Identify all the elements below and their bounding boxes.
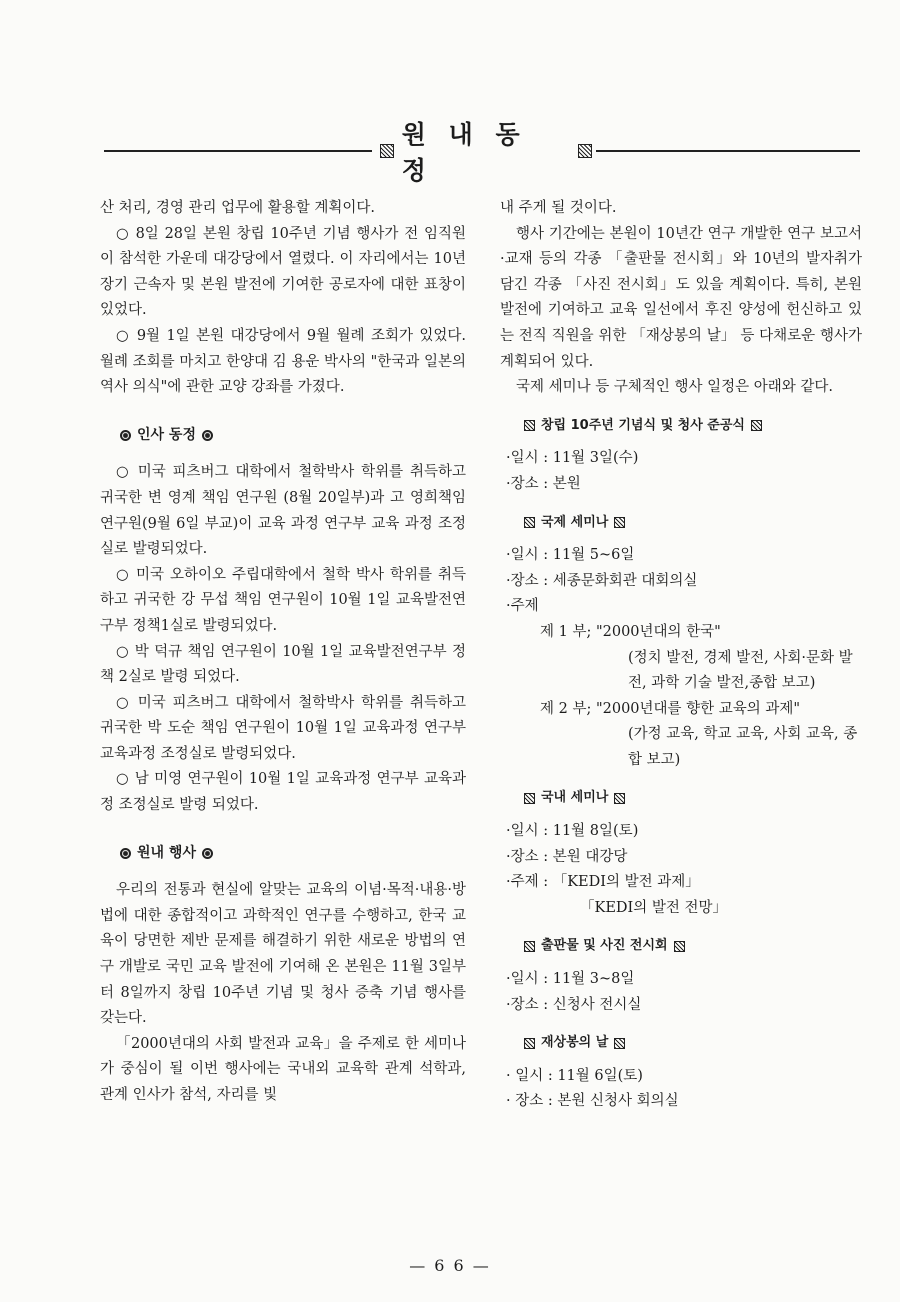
paragraph: 내 주게 될 것이다. (500, 200, 617, 216)
event-heading-exhibition (524, 933, 862, 959)
paragraph: 「2000년대의 사회 발전과 교육」을 주제로 한 세미나가 중심이 될 이번 행사에는 국내외 교육학 관계 석학과, 관계 인사가 참석, 자리를 빛 (100, 1035, 466, 1103)
left-column (100, 196, 466, 1109)
event-place: ·장소 : 본원 대강당 (506, 848, 628, 865)
hatched-square-icon (524, 793, 535, 804)
event-heading-domestic-seminar (524, 785, 862, 811)
event-heading-intl-seminar (524, 510, 862, 536)
section-heading-events (120, 841, 466, 867)
hatched-square-icon (751, 420, 762, 431)
event-date: ·일시 : 11월 8일(토) (506, 823, 639, 840)
paragraph: ○ 박 덕규 책임 연구원이 10월 1일 교육발전연구부 정책 2실로 발령 되었다. (100, 643, 466, 686)
paragraph: ○ 남 미영 연구원이 10월 1일 교육과정 연구부 교육과정 조정실로 발령 되었다. (100, 771, 466, 814)
event-title: 창립 10주년 기념식 및 청사 준공식 (541, 417, 745, 433)
header-rule-right (596, 150, 860, 152)
hatched-square-icon (614, 1038, 625, 1049)
paragraph: ○ 9월 1일 본원 대강당에서 9월 월례 조회가 있었다. 월례 조회를 마치고 한양대 김 용운 박사의 "한국과 일본의 역사 의식"에 관한 교양 강좌를 가졌다. (100, 327, 466, 396)
event-place: ·장소 : 세종문화회관 대회의실 (506, 572, 698, 589)
event-heading-anniversary (524, 413, 862, 439)
hatched-square-icon (578, 144, 592, 158)
event-heading-reunion (524, 1030, 862, 1056)
page-number: — 6 6 — (409, 1256, 491, 1275)
paragraph: 산 처리, 경영 관리 업무에 활용할 계획이다. (100, 200, 375, 216)
event-theme: ·주제 (506, 598, 539, 615)
paragraph: ○ 미국 오하이오 주립대학에서 철학 박사 학위를 취득하고 귀국한 강 무섭 책임 연구원이 10월 1일 교육발전연구부 정책1실로 발령되었다. (100, 566, 466, 634)
event-theme: ·주제 : 「KEDI의 발전 과제」 (506, 874, 700, 891)
paragraph: 행사 기간에는 본원이 10년간 연구 개발한 연구 보고서·교재 등의 각종 「출판물 전시회」와 10년의 발자취가 담긴 각종 「사진 전시회」도 있을 계획이다. 특히, 본원 발전에 기여하고 교육 일선에서 후진 양성에 헌신하고 있는 전직 직원을 위한 「재상봉의 날」 등 다채로운 행사가 계획되어 있다. (500, 225, 862, 370)
right-column (500, 196, 862, 1115)
page-title: 원 내 동 정 (401, 120, 527, 185)
seminar-part-detail: (정치 발전, 경제 발전, 사회·문화 발전, 과학 기술 발전,종합 보고) (628, 649, 853, 692)
event-title: 출판물 및 사진 전시회 (541, 938, 668, 954)
hatched-square-icon (380, 144, 394, 158)
section-heading-label: 인사 동정 (137, 426, 196, 443)
hatched-square-icon (524, 420, 535, 431)
bullseye-icon (120, 848, 131, 859)
event-place: · 장소 : 본원 신청사 회의실 (506, 1093, 679, 1110)
seminar-part: 제 1 부; "2000년대의 한국" (540, 623, 721, 640)
paragraph: 국제 세미나 등 구체적인 행사 일정은 아래와 같다. (516, 379, 834, 396)
section-heading-personnel (120, 423, 466, 449)
bullseye-icon (202, 430, 213, 441)
event-place: ·장소 : 본원 (506, 475, 581, 492)
section-heading-label: 원내 행사 (137, 844, 196, 861)
hatched-square-icon (674, 941, 685, 952)
paragraph: ○ 미국 피츠버그 대학에서 철학박사 학위를 취득하고 귀국한 박 도순 책임 연구원이 10월 1일 교육과정 연구부 교육과정 조정실로 발령되었다. (100, 694, 466, 762)
section-header (104, 120, 860, 185)
event-theme-line: 「KEDI의 발전 전망」 (580, 899, 728, 916)
event-date: ·일시 : 11월 3일(수) (506, 450, 639, 467)
hatched-square-icon (614, 793, 625, 804)
paragraph: 우리의 전통과 현실에 알맞는 교육의 이념·목적·내용·방법에 대한 종합적이고 과학적인 연구를 수행하고, 한국 교육이 당면한 제반 문제를 해결하기 위한 새로운 방법의 연구 개발로 국민 교육 발전에 기여해 온 본원은 11월 3일부터 8일까지 창립 10주년 기념 및 청사 증축 기념 행사를 갖는다. (100, 882, 466, 1027)
event-place: ·장소 : 신청사 전시실 (506, 996, 642, 1013)
seminar-part-detail: (가정 교육, 학교 교육, 사회 교육, 종합 보고) (628, 726, 858, 768)
event-title: 국내 세미나 (541, 790, 609, 806)
event-date: · 일시 : 11월 6일(토) (506, 1067, 643, 1084)
bullseye-icon (120, 430, 131, 441)
event-date: ·일시 : 11월 3~8일 (506, 971, 635, 988)
event-date: ·일시 : 11월 5~6일 (506, 547, 635, 564)
hatched-square-icon (524, 517, 535, 528)
event-title: 국제 세미나 (541, 514, 609, 530)
header-rule-left (104, 150, 372, 152)
hatched-square-icon (614, 517, 625, 528)
paragraph: ○ 미국 피츠버그 대학에서 철학박사 학위를 취득하고 귀국한 변 영계 책임 연구원 (8월 20일부)과 고 영희책임 연구원(9월 6일 부교)이 교육 과정 연구부 교육 과정 조정실로 발령되었다. (100, 464, 466, 558)
bullseye-icon (202, 848, 213, 859)
event-title: 재상봉의 날 (541, 1035, 609, 1051)
header-title-wrap (380, 120, 592, 185)
hatched-square-icon (524, 1038, 535, 1049)
paragraph: ○ 8일 28일 본원 창립 10주년 기념 행사가 전 임직원이 참석한 가운데 대강당에서 열렸다. 이 자리에서는 10년 장기 근속자 및 본원 발전에 기여한 공로자에 대한 표창이 있었다. (100, 225, 466, 319)
hatched-square-icon (524, 941, 535, 952)
seminar-part: 제 2 부; "2000년대를 향한 교육의 과제" (540, 700, 801, 717)
